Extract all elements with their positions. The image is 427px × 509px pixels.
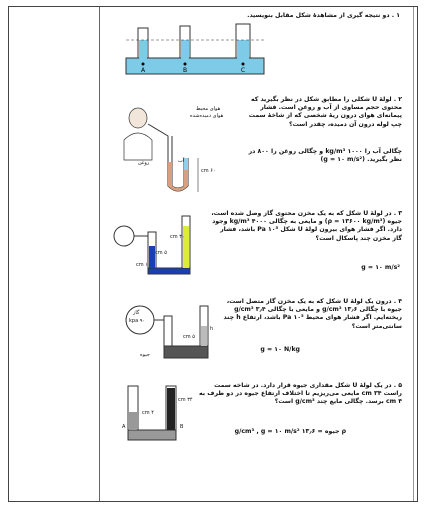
- blown-air-label: هوای دمیده‌شده: [190, 113, 224, 119]
- question-1-text: ۱ . دو نتیجه گیری از مشاهدهٔ شکل مقابل بنویسید.: [247, 12, 400, 19]
- question-5-formula: ρ جیوه = ۱۳٫۶ g/cm³ , g = ۱۰ m/s²: [234, 428, 346, 435]
- gas-label: گاز: [133, 310, 140, 316]
- point-a-label: A: [140, 67, 146, 74]
- question-5-text: ۵ . در یک لولهٔ U شکل مقداری جیوه قرار دارد. در شاخه سمت راست ۳۴ cm مایعی می‌ریزیم تا اختلاف ارتفاع جیوه در دو طرف به ۴ cm برسد. چگالی مایع چند g/cm³ است؟: [199, 382, 402, 406]
- q5-4cm-label: ۴ cm: [142, 410, 154, 416]
- q4-5cm-label: ۵ cm: [183, 334, 195, 340]
- question-3-gravity: g = ۱۰ m/s²: [361, 264, 400, 271]
- air-label: هوای محیط: [196, 106, 221, 112]
- point-b-label: B: [182, 67, 188, 74]
- q5-point-b-label: B: [180, 424, 184, 430]
- gas-pressure-label: ۹۰ kpa: [129, 318, 146, 324]
- q3-30cm-label: ۳۰ cm: [170, 234, 185, 240]
- h-label: h: [210, 326, 214, 332]
- q3-10cm-label: ۱۰ cm: [136, 262, 151, 268]
- question-3-figure: [108, 212, 208, 280]
- water-label: آب: [178, 158, 185, 164]
- oil-label: روغن: [138, 160, 150, 166]
- question-1-figure: [120, 22, 270, 84]
- question-2-text-2: چگالی آب را ۱۰۰۰ kg/m³ و چگالی روغن را ۸۰۰ در نظر بگیرید. (g = ۱۰ m/s²): [248, 148, 402, 164]
- q5-34cm-label: ۳۴ cm: [178, 397, 193, 403]
- question-4-gravity: g = ۱۰ N/kg: [260, 346, 300, 353]
- q5-point-a-label: A: [122, 424, 126, 430]
- mercury-label: جیوه: [140, 352, 150, 358]
- point-c-label: C: [240, 67, 246, 74]
- question-2-text: ۲ . لولهٔ U شکلی را مطابق شکل در نظر بگیرید که محتوی حجم مساوی از آب و روغن است. فشار پیمانه‌ای هوای درون ریهٔ شخصی که از شاخهٔ سمت چپ لوله درون آن دمیده، چقدر است؟: [248, 96, 402, 128]
- question-4-figure: [120, 298, 220, 362]
- question-4-text: ۴ . درون یک لولهٔ U شکل که به یک مخزن گاز متصل است، جیوه با چگالی ۱۳٫۶ g/cm³ و مایعی با چگالی ۳٫۴ g/cm³ ریخته‌ایم. اگر فشار هوای محیط ۱۰⁵ Pa باشد، ارتفاع h چند سانتی‌متر است؟: [223, 298, 402, 330]
- q2-height-label: ۶۰ cm: [201, 168, 216, 174]
- question-5-figure: [120, 382, 190, 444]
- q3-5cm-label: ۵ cm: [155, 250, 167, 256]
- margin-column-divider: [99, 7, 100, 501]
- question-3-text: ۳ . در لولهٔ U شکل که به یک مخزن محتوی گاز وصل شده است، جیوه (ρ = ۱۳۶۰۰ kg/m³) و مایعی به چگالی ۴۰۰۰ kg/m³ وجود دارد. اگر فشار هوای بیرون لولهٔ U شکل ۱۰⁵ Pa باشد، فشار گاز مخزن چند پاسکال است؟: [211, 210, 402, 242]
- right-border-line: [413, 7, 414, 501]
